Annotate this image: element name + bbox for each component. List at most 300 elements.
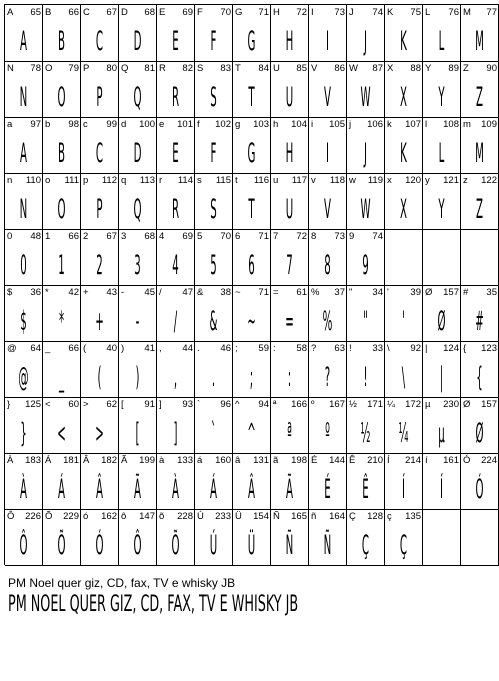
glyph-char: L [425,7,431,18]
glyph-code: 164 [329,511,345,522]
glyph-char: í [425,455,428,466]
glyph-code: 167 [329,399,345,410]
glyph-label [83,343,117,355]
glyph-char: | [425,343,428,354]
glyph-char: ô [121,511,127,522]
glyph-char: < [45,399,51,410]
glyph-sample: À [20,474,27,505]
glyph-char: ` [197,399,201,410]
glyph-label [463,119,497,131]
glyph-sample: G [247,138,256,169]
glyph-cell [5,341,43,398]
glyph-cell [233,173,271,230]
glyph-char: À [7,455,14,466]
glyph-sample: É [324,474,331,505]
glyph-sample: E [172,26,179,57]
glyph-char: m [463,119,471,130]
glyph-label [273,7,307,19]
glyph-label [159,175,193,187]
glyph-cell [43,173,81,230]
glyph-char: Ã [121,455,128,466]
glyph-code: 44 [182,343,193,354]
glyph-cell [157,341,195,398]
glyph-label [83,7,117,19]
glyph-char: T [235,63,241,74]
glyph-sample: % [322,306,333,337]
glyph-sample: & [209,306,218,337]
glyph-code: 35 [486,287,497,298]
glyph-cell [5,5,43,62]
glyph-cell [385,5,423,62]
glyph-cell [461,397,499,454]
glyph-label [197,63,231,75]
glyph-char: ¼ [387,399,395,410]
glyph-cell [461,117,499,174]
glyph-sample: K [400,138,407,169]
glyph-sample: _ [58,362,65,393]
glyph-sample: µ [438,418,445,449]
glyph-char: / [159,287,162,298]
glyph-cell [119,397,157,454]
glyph-code: 162 [101,511,117,522]
glyph-label [273,175,307,187]
glyph-cell [119,173,157,230]
glyph-label [159,231,193,243]
glyph-sample: J [363,26,368,57]
glyph-char: ! [349,343,352,354]
glyph-char: g [235,119,241,130]
empty-cell [423,229,461,286]
glyph-sample: Q [133,82,142,113]
glyph-row [5,117,499,173]
glyph-sample: A [20,26,27,57]
glyph-sample: " [363,306,368,337]
glyph-char: O [45,63,53,74]
glyph-label [7,399,41,411]
glyph-label [311,287,345,299]
glyph-label [349,287,383,299]
sample-caption: PM Noel quer giz, CD, fax, TV e whisky JB [8,576,236,590]
glyph-code: 110 [25,175,41,186]
glyph-sample: T [248,194,255,225]
glyph-char: 1 [45,231,51,242]
glyph-row [5,61,499,117]
glyph-char: Í [387,455,390,466]
glyph-char: I [311,7,314,18]
glyph-char: " [349,287,353,298]
glyph-char: c [83,119,88,130]
glyph-cell [309,5,347,62]
glyph-char: z [463,175,468,186]
glyph-label [387,7,421,19]
glyph-code: 122 [481,175,497,186]
glyph-code: 99 [106,119,117,130]
glyph-char: â [235,455,241,466]
glyph-code: 45 [144,287,155,298]
glyph-char: v [311,175,316,186]
glyph-label [83,399,117,411]
glyph-char: { [463,343,467,354]
glyph-sample: Ã [286,474,293,505]
glyph-code: 90 [486,63,497,74]
glyph-code: 120 [405,175,421,186]
glyph-code: 107 [405,119,421,130]
glyph-sample: 2 [96,250,103,281]
glyph-sample: ½ [360,418,371,449]
glyph-sample: Ó [95,530,104,561]
glyph-row [5,341,499,397]
glyph-label [425,63,459,75]
glyph-label [83,119,117,131]
glyph-char: Õ [45,511,53,522]
glyph-label [273,63,307,75]
glyph-cell [309,61,347,118]
glyph-sample: R [171,194,180,225]
glyph-label [7,231,41,243]
glyph-code: 38 [220,287,231,298]
glyph-label [159,455,193,467]
glyph-cell [271,509,309,566]
glyph-cell [5,397,43,454]
glyph-sample: º [325,418,330,449]
glyph-cell [81,341,119,398]
glyph-sample: W [360,82,371,113]
glyph-code: 91 [144,399,155,410]
glyph-label [45,7,79,19]
glyph-code: 71 [258,7,269,18]
glyph-code: 68 [144,231,155,242]
glyph-code: 119 [367,175,383,186]
glyph-label [159,7,193,19]
glyph-cell [119,341,157,398]
glyph-code: 112 [101,175,117,186]
glyph-code: 85 [296,63,307,74]
glyph-cell [195,509,233,566]
glyph-label [197,231,231,243]
glyph-label [349,455,383,467]
glyph-sample: F [210,138,217,169]
glyph-cell [309,285,347,342]
glyph-cell [347,229,385,286]
glyph-cell [5,509,43,566]
glyph-code: 74 [372,7,383,18]
glyph-code: 70 [220,7,231,18]
glyph-label [235,399,269,411]
glyph-sample: < [57,418,66,449]
glyph-code: 121 [443,175,459,186]
glyph-code: 39 [410,287,421,298]
glyph-code: 154 [253,511,269,522]
glyph-char: b [45,119,51,130]
glyph-sample: Z [476,194,483,225]
glyph-char: Ç [349,511,356,522]
glyph-label [463,63,497,75]
glyph-cell [81,229,119,286]
glyph-cell [309,117,347,174]
glyph-row [5,397,499,453]
glyph-label [121,119,155,131]
glyph-label [159,511,193,523]
glyph-code: 103 [253,119,269,130]
glyph-sample: F [210,26,217,57]
glyph-code: 81 [144,63,155,74]
glyph-sample: Ó [475,474,484,505]
glyph-char: : [273,343,276,354]
glyph-sample: - [135,306,140,337]
glyph-sample: P [96,194,103,225]
glyph-sample: V [324,194,331,225]
glyph-sample: V [324,82,331,113]
glyph-cell [271,117,309,174]
glyph-code: 199 [139,455,155,466]
glyph-char: Ê [349,455,356,466]
glyph-code: 65 [30,7,41,18]
glyph-label [7,455,41,467]
glyph-code: 230 [443,399,459,410]
glyph-cell [157,229,195,286]
glyph-code: 166 [291,399,307,410]
glyph-cell [423,61,461,118]
glyph-char: E [159,7,166,18]
glyph-cell [271,173,309,230]
glyph-sample: Õ [171,530,180,561]
glyph-char: i [311,119,314,130]
glyph-code: 147 [139,511,155,522]
glyph-label [159,119,193,131]
glyph-code: 72 [296,231,307,242]
glyph-label [235,287,269,299]
glyph-char: * [45,287,49,298]
glyph-label [349,119,383,131]
glyph-char: = [273,287,279,298]
glyph-label [235,63,269,75]
glyph-cell [157,285,195,342]
glyph-label [159,399,193,411]
glyph-code: 82 [182,63,193,74]
glyph-cell [195,5,233,62]
glyph-code: 37 [334,287,345,298]
glyph-char: Ø [463,399,471,410]
glyph-char: 6 [235,231,241,242]
glyph-cell [461,341,499,398]
glyph-code: 84 [258,63,269,74]
glyph-char: ó [83,511,89,522]
glyph-sample: O [57,194,66,225]
glyph-sample: L [438,26,445,57]
glyph-code: 66 [68,343,79,354]
glyph-cell [347,509,385,566]
glyph-sample: À [172,474,179,505]
glyph-label [235,455,269,467]
glyph-label [45,455,79,467]
glyph-label [273,455,307,467]
glyph-sample: C [95,26,104,57]
glyph-char: K [387,7,394,18]
glyph-sample: Ô [19,530,28,561]
glyph-char: X [387,63,394,74]
empty-cell [423,509,461,566]
glyph-sample: ~ [247,306,256,337]
glyph-code: 76 [448,7,459,18]
glyph-cell [271,453,309,510]
glyph-char: u [273,175,279,186]
glyph-sample: ¼ [398,418,409,449]
glyph-sample: X [400,82,407,113]
glyph-sample: @ [18,362,29,393]
glyph-code: 87 [372,63,383,74]
glyph-cell [81,61,119,118]
glyph-label [349,399,383,411]
glyph-code: 233 [215,511,231,522]
glyph-code: 46 [220,343,231,354]
glyph-sample: Õ [57,530,66,561]
glyph-char: a [7,119,13,130]
glyph-char: , [159,343,162,354]
glyph-cell [271,5,309,62]
glyph-cell [195,341,233,398]
glyph-label [463,175,497,187]
glyph-sample: * [58,306,65,337]
glyph-code: 80 [106,63,117,74]
glyph-cell [119,117,157,174]
glyph-label [45,343,79,355]
glyph-sample: K [400,26,407,57]
glyph-sample: ! [363,362,368,393]
glyph-label [45,399,79,411]
glyph-sample: \ [401,362,406,393]
glyph-label [197,7,231,19]
glyph-sample: D [133,26,142,57]
glyph-char: W [349,63,358,74]
glyph-cell [157,5,195,62]
glyph-label [349,511,383,523]
glyph-sample: Ñ [285,530,294,561]
glyph-label [83,63,117,75]
glyph-cell [233,341,271,398]
glyph-cell [5,453,43,510]
glyph-label [197,455,231,467]
glyph-code: 114 [177,175,193,186]
glyph-cell [309,341,347,398]
glyph-cell [119,285,157,342]
glyph-code: 72 [296,7,307,18]
glyph-cell [233,509,271,566]
glyph-cell [43,341,81,398]
glyph-char: J [349,7,354,18]
glyph-code: 67 [106,231,117,242]
glyph-cell [119,61,157,118]
glyph-cell [347,61,385,118]
glyph-cell [423,285,461,342]
glyph-char: [ [121,399,124,410]
glyph-label [425,399,459,411]
glyph-char: d [121,119,127,130]
glyph-cell [461,61,499,118]
glyph-char: ) [121,343,125,354]
glyph-char: w [349,175,356,186]
glyph-code: 70 [220,231,231,242]
glyph-cell [461,285,499,342]
glyph-sample: H [285,138,294,169]
glyph-code: 104 [291,119,307,130]
glyph-code: 36 [30,287,41,298]
glyph-label [83,287,117,299]
glyph-code: 157 [481,399,497,410]
glyph-label [463,399,497,411]
glyph-row [5,5,499,61]
glyph-code: 93 [182,399,193,410]
glyph-code: 92 [410,343,421,354]
glyph-code: 63 [334,343,345,354]
glyph-sample: E [172,138,179,169]
glyph-code: 69 [182,7,193,18]
glyph-code: 118 [329,175,345,186]
glyph-cell [119,509,157,566]
glyph-char: 5 [197,231,203,242]
glyph-code: 69 [182,231,193,242]
glyph-sample: Á [210,474,217,505]
glyph-cell [385,341,423,398]
glyph-code: 66 [68,231,79,242]
glyph-char: k [387,119,392,130]
glyph-code: 71 [258,287,269,298]
glyph-char: Y [425,63,432,74]
glyph-char: Ø [425,287,433,298]
glyph-sample: Ü [247,530,256,561]
glyph-code: 66 [68,7,79,18]
glyph-sample: Q [133,194,142,225]
glyph-code: 75 [410,7,421,18]
glyph-sample: I [325,138,330,169]
glyph-char: Â [83,455,90,466]
glyph-cell [233,453,271,510]
glyph-code: 61 [296,287,307,298]
glyph-code: 78 [30,63,41,74]
glyph-char: l [425,119,428,130]
glyph-label [425,7,459,19]
glyph-cell [43,453,81,510]
glyph-sample: Z [476,82,483,113]
glyph-cell [43,117,81,174]
glyph-sample: S [210,194,217,225]
glyph-label [387,511,421,523]
glyph-char: M [463,7,471,18]
glyph-cell [271,61,309,118]
glyph-code: 214 [405,455,421,466]
glyph-char: y [425,175,430,186]
glyph-code: 228 [177,511,193,522]
glyph-sample: U [285,82,294,113]
glyph-code: 100 [139,119,155,130]
glyph-label [349,175,383,187]
glyph-sample: X [400,194,407,225]
glyph-sample: ] [173,418,178,449]
glyph-sample: 1 [58,250,65,281]
glyph-code: 73 [334,7,345,18]
glyph-label [311,175,345,187]
glyph-label [235,511,269,523]
glyph-label [387,63,421,75]
glyph-label [197,287,231,299]
glyph-sample: T [248,82,255,113]
glyph-label [121,511,155,523]
glyph-code: 97 [30,119,41,130]
glyph-sample: ? [324,362,331,393]
glyph-code: 115 [215,175,231,186]
glyph-char: D [121,7,128,18]
glyph-char: ] [159,399,162,410]
glyph-code: 210 [367,455,383,466]
